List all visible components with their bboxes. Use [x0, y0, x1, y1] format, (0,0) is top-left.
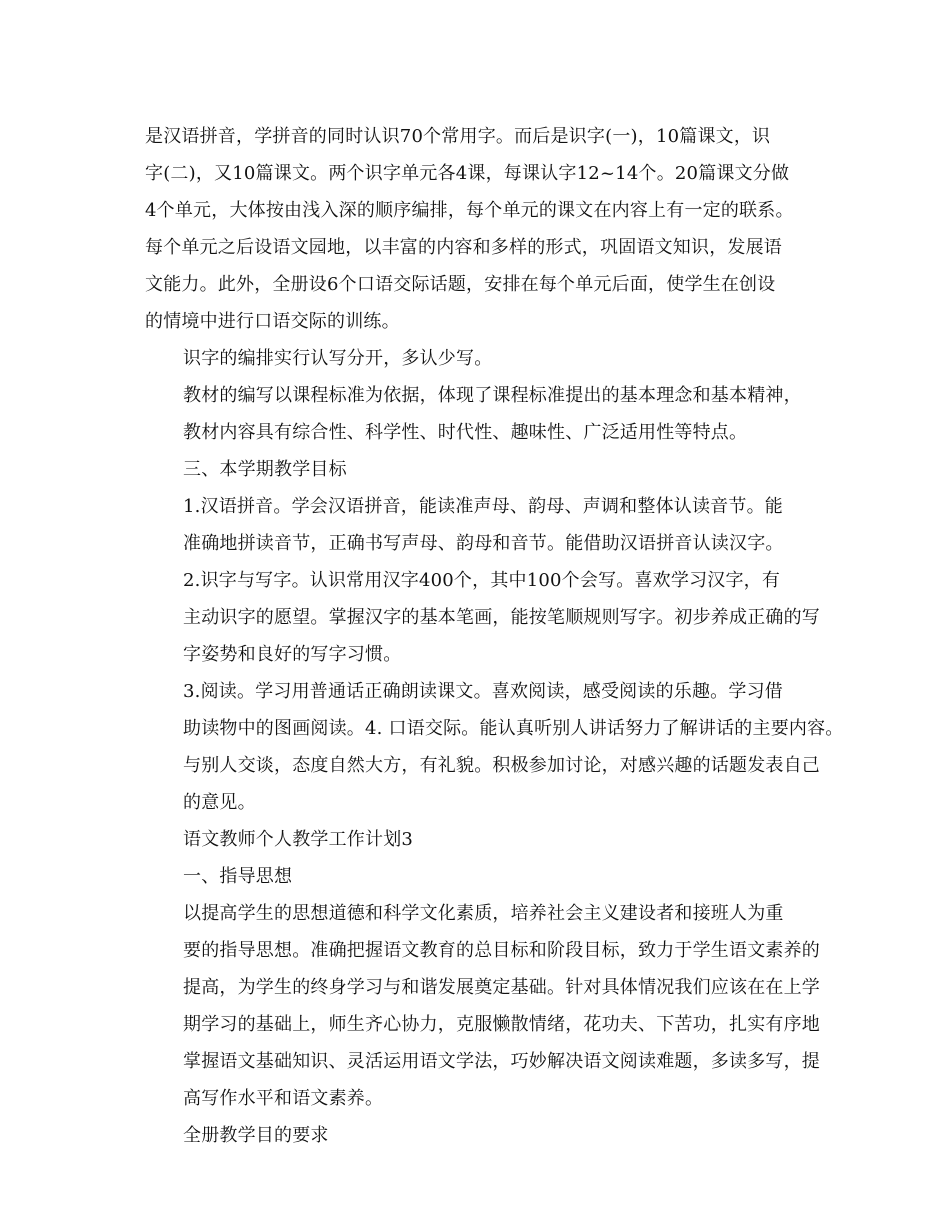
text-line: 教材的编写以课程标准为依据，体现了课程标准提出的基本理念和基本精神，: [183, 385, 802, 406]
text-line: 字(二)，又10篇课文。两个识字单元各4课，每课认字12~14个。20篇课文分做: [145, 163, 790, 184]
text-line: 每个单元之后设语文园地，以丰富的内容和多样的形式，巩固语文知识，发展语: [145, 237, 782, 258]
text-line: 4个单元，大体按由浅入深的顺序编排，每个单元的课文在内容上有一定的联系。: [145, 200, 794, 221]
section-heading-semester-goals: [145, 451, 825, 488]
paragraph-guiding-thought: [145, 895, 825, 1117]
title-text: 语文教师个人教学工作计划3: [183, 829, 414, 850]
paragraph-textbook-features: [145, 377, 825, 451]
text-line: 文能力。此外，全册设6个口语交际话题，安排在每个单元后面，使学生在创设: [145, 274, 776, 295]
paragraph-goal-pinyin: [145, 488, 825, 562]
text-line: 提高，为学生的终身学习与和谐发展奠定基础。针对具体情况我们应该在在上学: [183, 977, 820, 998]
paragraph-goal-writing: [145, 562, 825, 673]
text-line: 要的指导思想。准确把握语文教育的总目标和阶段目标，致力于学生语文素养的: [183, 940, 820, 961]
text-line: 1.汉语拼音。学会汉语拼音，能读准声母、韵母、声调和整体认读音节。能: [183, 496, 783, 517]
text-line: 以提高学生的思想道德和科学文化素质，培养社会主义建设者和接班人为重: [183, 903, 784, 924]
text-line: 3.阅读。学习用普通话正确朗读课文。喜欢阅读，感受阅读的乐趣。学习借: [183, 681, 783, 702]
text-line: 助读物中的图画阅读。4. 口语交际。能认真听别人讲话努力了解讲话的主要内容。: [183, 718, 844, 739]
text-line: 的意见。: [183, 792, 256, 813]
heading-text: 全册教学目的要求: [183, 1125, 329, 1146]
paragraph-goal-reading-speaking: [145, 673, 844, 821]
text-line: 高写作水平和语文素养。: [183, 1088, 384, 1109]
text-line: 是汉语拼音，学拼音的同时认识70个常用字。而后是识字(一)，10篇课文，识: [145, 126, 771, 147]
heading-text: 一、指导思想: [183, 866, 293, 887]
text-line: 教材内容具有综合性、科学性、时代性、趣味性、广泛适用性等特点。: [183, 422, 748, 443]
text-line: 与别人交谈，态度自然大方，有礼貌。积极参加讨论，对感兴趣的话题发表自己: [183, 755, 820, 776]
document-title-plan-3: [145, 821, 825, 858]
paragraph-textbook-structure: [145, 118, 825, 340]
text-line: 识字的编排实行认写分开，多认少写。: [183, 348, 493, 369]
section-heading-guiding-thought: [145, 858, 825, 895]
text-line: 主动识字的愿望。掌握汉字的基本笔画，能按笔顺规则写字。初步养成正确的写: [183, 607, 820, 628]
text-line: 字姿势和良好的写字习惯。: [183, 644, 402, 665]
text-line: 的情境中进行口语交际的训练。: [145, 311, 400, 332]
paragraph-literacy-arrangement: [145, 340, 825, 377]
text-line: 准确地拼读音节，正确书写声母、韵母和音节。能借助汉语拼音认读汉字。: [183, 533, 784, 554]
heading-text: 三、本学期教学目标: [183, 459, 347, 480]
text-line: 期学习的基础上，师生齐心协力，克服懒散情绪，花功夫、下苦功，扎实有序地: [183, 1014, 820, 1035]
section-heading-book-requirements: [145, 1117, 825, 1154]
document-body: [145, 118, 844, 1154]
text-line: 掌握语文基础知识、灵活运用语文学法，巧妙解决语文阅读难题，多读多写，提: [183, 1051, 820, 1072]
text-line: 2.识字与写字。认识常用汉字400个，其中100个会写。喜欢学习汉字，有: [183, 570, 781, 591]
